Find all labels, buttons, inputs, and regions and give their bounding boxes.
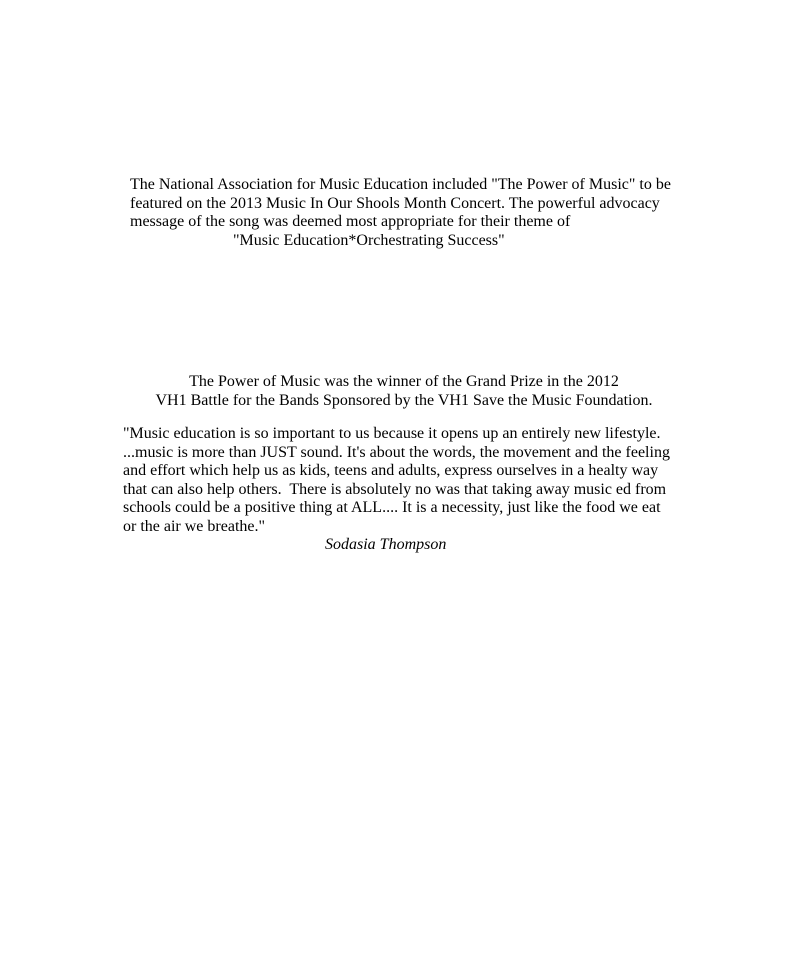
quote-line: "Music education is so important to us because it opens up an entirely new lifestyle. xyxy=(123,425,661,442)
quote-attribution: Sodasia Thompson xyxy=(325,536,447,553)
nafme-paragraph-line: featured on the 2013 Music In Our Shools Month Concert. The powerful advocacy xyxy=(130,194,660,212)
vh1-paragraph-line: The Power of Music was the winner of the Grand Prize in the 2012 xyxy=(189,373,619,390)
nafme-paragraph-theme-line: "Music Education*Orchestrating Success" xyxy=(233,231,505,249)
vh1-paragraph xyxy=(123,373,685,410)
quote-line: and effort which help us as kids, teens and adults, express ourselves in a healty way xyxy=(123,462,659,479)
quote-line: that can also help others. There is absolutely no was that taking away music ed from xyxy=(123,480,667,498)
quote-line: schools could be a positive thing at ALL.... It is a necessity, just like the food we eat xyxy=(123,499,661,516)
music-education-quote xyxy=(123,425,670,555)
nafme-paragraph-line: message of the song was deemed most appropriate for their theme of xyxy=(130,213,571,230)
vh1-paragraph-line: VH1 Battle for the Bands Sponsored by the VH1 Save the Music Foundation. xyxy=(155,391,653,409)
quote-line: or the air we breathe." xyxy=(123,517,266,535)
quote-line: ...music is more than JUST sound. It's about the words, the movement and the feeling xyxy=(123,443,670,461)
nafme-paragraph-line: The National Association for Music Education included "The Power of Music" to be xyxy=(130,176,671,193)
nafme-paragraph xyxy=(130,176,671,250)
